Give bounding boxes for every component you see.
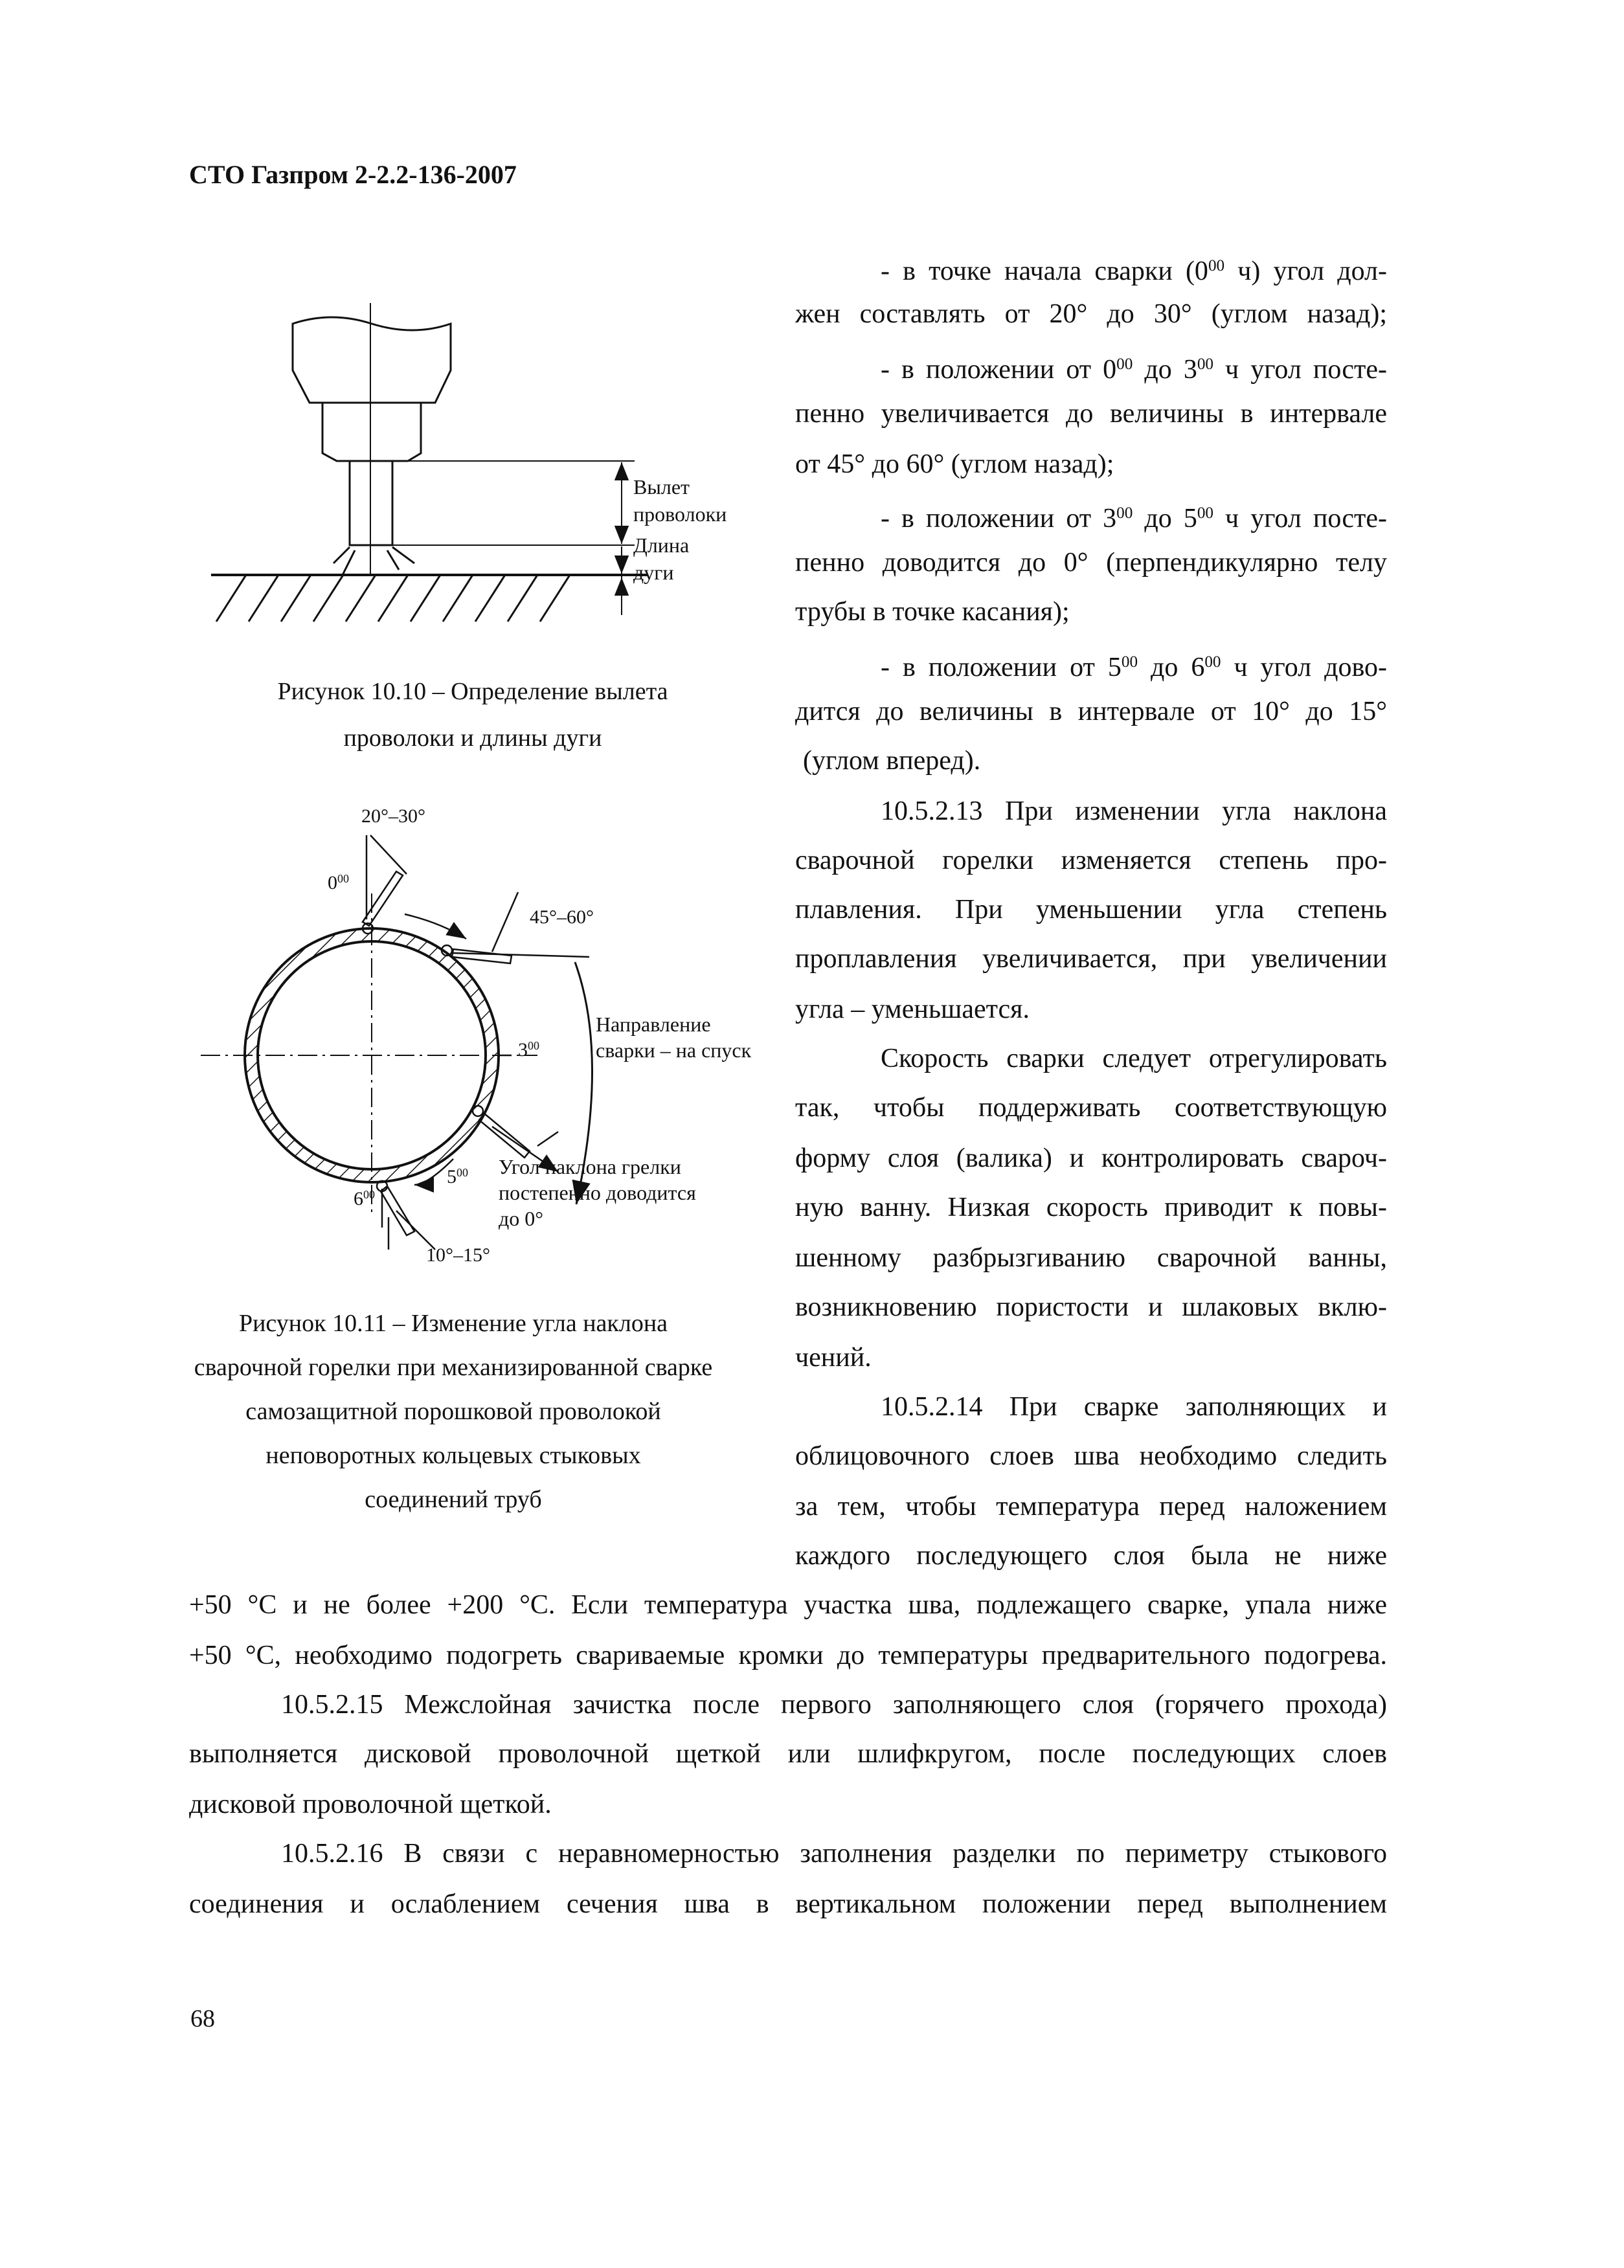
text-line: сварочной горелки изменяется степень про- [795, 846, 1387, 875]
figure-10-11-caption-line-1: Рисунок 10.11 – Изменение угла наклона [238, 1310, 668, 1337]
label-position-5: $5^{00}$ [447, 1165, 468, 1187]
label-position-3: $3^{00}$ [518, 1039, 539, 1061]
text-line: дится до величины в интервале от 10° до 15° [795, 697, 1387, 726]
text-line: трубы в точке касания); [795, 597, 1070, 627]
text-line: 10.5.2.13 При изменении угла наклона [881, 796, 1387, 826]
label-direction-2: сварки – на спуск [596, 1039, 752, 1062]
text-line: за тем, чтобы температура перед наложением [795, 1492, 1387, 1521]
figure-10-11-caption-line-4: неповоротных кольцевых стыковых [265, 1442, 641, 1469]
label-wire-stickout-2: проволоки [633, 502, 727, 526]
text-line: выполняется дисковой проволочной щеткой или шлифкругом, после последующих слоев [189, 1739, 1387, 1769]
label-position-0: $0^{00}$ [328, 871, 349, 893]
text-line: угла – уменьшается. [795, 994, 1030, 1024]
text-line: облицовочного слоев шва необходимо следить [795, 1441, 1387, 1471]
text-line: дисковой проволочной щеткой. [189, 1790, 552, 1819]
text-line: соединения и ослаблением сечения шва в вертикальном положении перед выполнением [189, 1889, 1387, 1919]
label-arc-length-1: Длина [633, 533, 690, 557]
text-line: - в положении от $3^{00}$ до $5^{00}$ ч угол посте- [881, 503, 1388, 533]
figure-10-10-caption-line-2: проволоки и длины дуги [343, 724, 602, 752]
text-line: каждого последующего слоя была не ниже [795, 1541, 1387, 1571]
text-line: шенному разбрызгиванию сварочной ванны, [795, 1243, 1387, 1273]
text-line: жен составлять от 20° до 30° (углом назад); [795, 299, 1387, 329]
figure-10-10-caption-line-1: Рисунок 10.10 – Определение вылета [277, 678, 668, 705]
text-line: - в точке начала сварки ($0^{00}$ ч) угол дол- [881, 256, 1387, 286]
label-angle-45-60: 45°–60° [530, 906, 594, 928]
label-angle-20-30: 20°–30° [361, 805, 425, 827]
label-tilt-2: постепенно доводится [499, 1181, 696, 1204]
page-number: 68 [190, 2005, 215, 2032]
page-header: СТО Газпром 2-2.2-136-2007 [189, 160, 517, 189]
text-line: возникновению пористости и шлаковых вклю- [795, 1292, 1387, 1322]
text-line: чений. [795, 1343, 872, 1373]
text-line: - в положении от $5^{00}$ до $6^{00}$ ч угол дово- [881, 652, 1388, 682]
text-line: от 45° до 60° (углом назад); [795, 449, 1114, 479]
text-line: Скорость сварки следует отрегулировать [881, 1044, 1387, 1073]
text-line: +50 °С и не более +200 °С. Если температура участка шва, подлежащего сварке, упала ниже [189, 1590, 1387, 1620]
label-wire-stickout-1: Вылет [633, 475, 690, 499]
text-line: проплавления увеличивается, при увеличении [795, 944, 1387, 974]
text-line: пенно увеличивается до величины в интервале [795, 399, 1387, 429]
figure-10-11-caption-line-3: самозащитной порошковой проволокой [245, 1398, 661, 1425]
text-line: ную ванну. Низкая скорость приводит к повы- [795, 1193, 1387, 1222]
text-line: 10.5.2.14 При сварке заполняющих и [881, 1392, 1387, 1422]
figure-10-11-caption-line-5: соединений труб [365, 1486, 542, 1513]
label-arc-length-2: дуги [633, 561, 674, 584]
text-line: (углом вперед). [803, 746, 981, 776]
text-line: так, чтобы поддерживать соответствующую [795, 1093, 1387, 1123]
text-line: 10.5.2.16 В связи с неравномерностью заполнения разделки по периметру стыкового [281, 1839, 1387, 1869]
label-direction-1: Направление [596, 1013, 711, 1036]
text-line: +50 °С, необходимо подогреть свариваемые кромки до температуры предварительного подогрева. [189, 1641, 1387, 1670]
text-line: - в положении от $0^{00}$ до $3^{00}$ ч угол посте- [881, 354, 1388, 385]
text-line: плавления. При уменьшении угла степень [795, 895, 1387, 925]
text-line: пенно доводится до 0° (перпендикулярно телу [795, 548, 1387, 578]
figure-10-11-drawing [0, 0, 842, 1295]
text-line: форму слоя (валика) и контролировать свароч- [795, 1143, 1387, 1173]
figure-10-11-caption-line-2: сварочной горелки при механизированной сварке [194, 1354, 713, 1381]
label-tilt-3: до 0° [499, 1207, 544, 1230]
label-tilt-1: Угол наклона грелки [499, 1155, 681, 1178]
text-line: 10.5.2.15 Межслойная зачистка после первого заполняющего слоя (горячего прохода) [281, 1690, 1387, 1720]
label-position-6: $6^{00}$ [354, 1187, 375, 1209]
label-angle-10-15: 10°–15° [426, 1244, 490, 1266]
